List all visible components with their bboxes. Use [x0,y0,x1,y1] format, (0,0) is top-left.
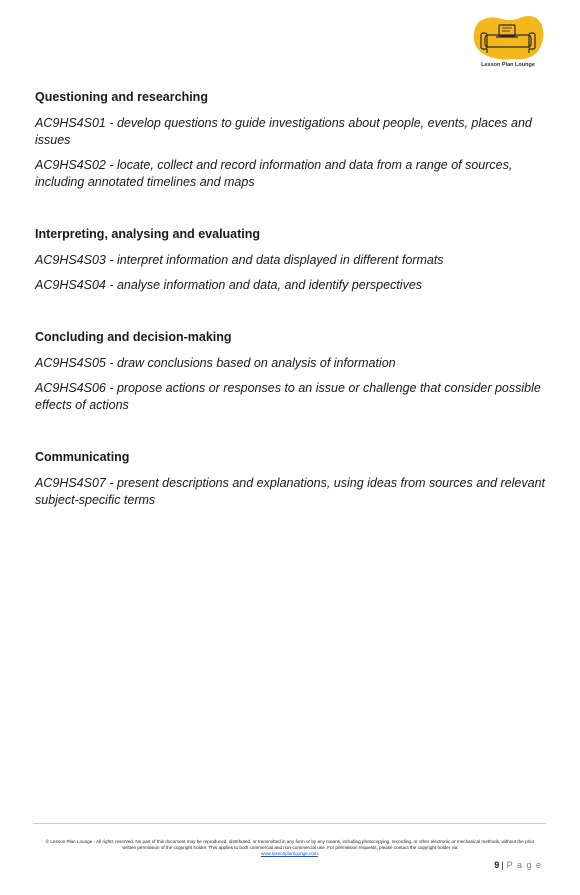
section-heading: Interpreting, analysing and evaluating [35,227,261,241]
section-heading: Communicating [35,450,130,464]
curriculum-item: AC9HS4S03 - interpret information and data displayed in different formats [35,253,444,267]
curriculum-item: AC9HS4S05 - draw conclusions based on analysis of information [35,356,396,370]
curriculum-item: AC9HS4S01 - develop questions to guide investigations about people, events, places and issues [35,116,532,147]
copyright-text: © Lesson Plan Lounge - All rights reserved. No part of this document may be reproduced, distributed, or transmitted in any form or by any means, including photocopying, recording, or other electronic or mechanical methods, without the prior written permission of the copyright holder. This applies to both commercial and non-commercial use. For permission requests, please contact the copyright holder via [45,839,535,851]
section-heading: Concluding and decision-making [35,330,232,344]
section-communicating [35,448,550,509]
page-label: P a g e [506,860,542,870]
link-suffix: . [317,851,319,857]
curriculum-item: AC9HS4S04 - analyse information and data, and identify perspectives [35,278,423,292]
page-number [494,860,542,870]
curriculum-content [35,88,550,543]
footer-copyright [40,839,540,858]
lesson-plan-lounge-logo [472,15,544,73]
website-link[interactable]: www.lessonplanlounge.com [261,851,318,857]
couch-laptop-icon [472,15,544,63]
curriculum-item: AC9HS4S02 - locate, collect and record information and data from a range of sources, including annotated timelines and maps [35,158,513,189]
curriculum-item: AC9HS4S06 - propose actions or responses to an issue or challenge that consider possible effects of actions [35,381,541,412]
section-concluding [35,328,550,414]
section-heading: Questioning and researching [35,90,208,104]
section-interpreting [35,225,550,294]
page-number-value: 9 [494,860,501,870]
section-questioning [35,88,550,191]
logo-wordmark: Lesson Plan Lounge [481,62,535,68]
curriculum-item: AC9HS4S07 - present descriptions and explanations, using ideas from sources and relevant subject-specific terms [35,476,546,507]
footer-divider [33,823,546,824]
page-number-separator: | [501,860,505,870]
